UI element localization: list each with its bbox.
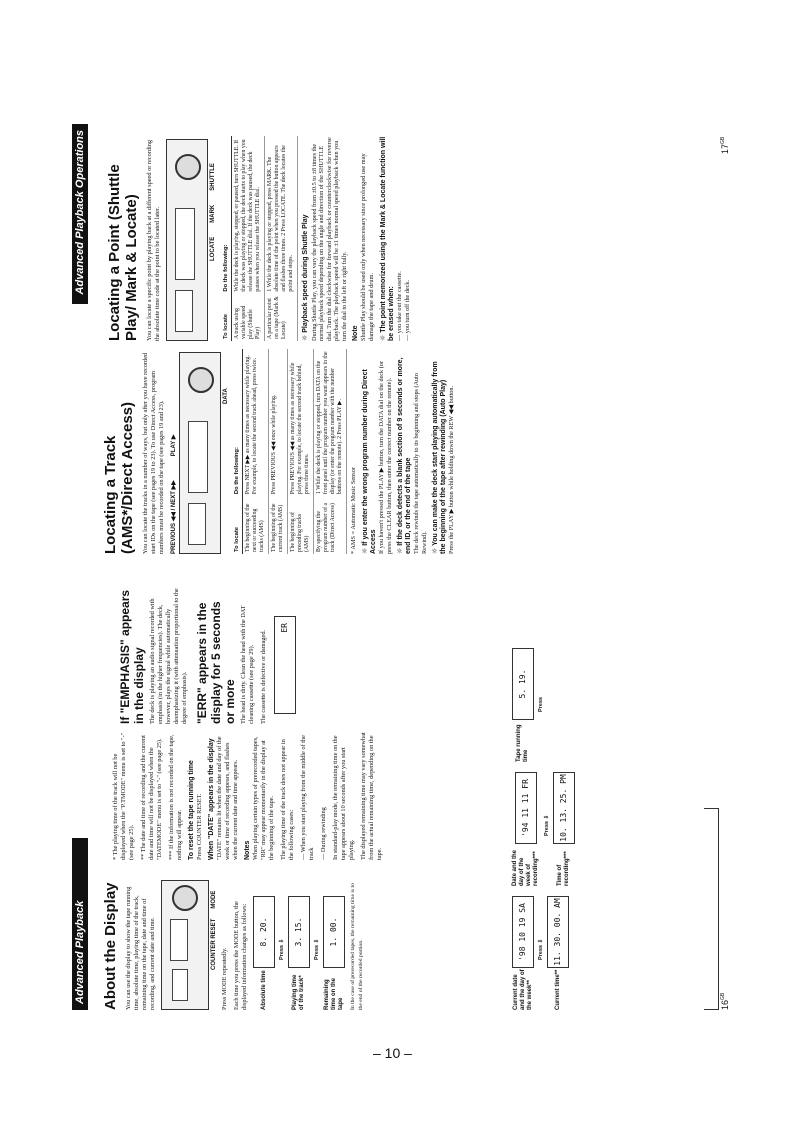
display-row xyxy=(512,896,534,1010)
play-label: PLAY ▶ xyxy=(171,434,177,457)
display-window xyxy=(188,421,208,493)
right-page xyxy=(72,124,730,554)
press-mode: Press MODE repeatedly. xyxy=(221,947,228,1010)
table-row: The beginning of preceding tracks (AMS) Press PREVIOUS ◀◀ as many times as necessary while playing. For example, to locate the second track behind, press three times. xyxy=(288,349,314,554)
tip-wrong-number: ☼ If you enter the wrong program number during Direct Access If you haven't pressed the PLAY ▶ button, turn the DATA dial on the deck (or press the CLEAR button, then enter the correct number on the remote). xyxy=(361,361,393,554)
left-page-number: $16^{GB}$ xyxy=(720,992,730,1010)
press-arrow: Press ⇩ xyxy=(538,938,544,960)
table-row: A track using variable speed play (Shuttle Play) While the deck is playing, stopped, or paused, turn SHUTTLE. If the deck was playing or stopped, the deck starts to play when you release the SHUTTLE dial. If the deck was paused, the deck pauses when you release the SHUTTLE dial. xyxy=(232,136,265,341)
emphasis-heading: If "EMPHASIS" appears in the display xyxy=(118,589,146,724)
deck-illustration xyxy=(161,880,209,1010)
ams-footnote: * AMS = Automatic Music Sensor xyxy=(350,467,357,554)
note-text: Shuttle Play should be used only when necessary since prolonged use may damage the tape and drum. xyxy=(360,153,375,341)
mark-label: MARK xyxy=(210,204,216,223)
data-dial xyxy=(188,367,214,393)
display-label: Current date and the day of the week** xyxy=(512,969,533,1010)
display-label: Time of recording*** xyxy=(557,851,570,886)
err-item: The head is dirty. Clean the head with the DAT cleaning cassette (see page 29). xyxy=(240,605,255,724)
display-label: Current time** xyxy=(554,969,561,1010)
left-page xyxy=(72,585,730,1010)
note-item: The displayed remaining time may vary somewhat from the actual remaining time, depending on the tape. xyxy=(360,732,383,860)
data-label: DATA xyxy=(223,388,229,404)
ams-table xyxy=(233,349,347,554)
tip-shuttle-speed: ☼ Playback speed during Shuttle Play During Shuttle Play, you can vary the playback speed from ±0.5 to ±8 times the normal playback speed depending on the angle and direction of the SHUTTLE dial. Turn the dial clockwise for forward playback or counterclockwise for reverse playback. The playback speed will be ±1 times normal speed playback when you turn the dial to the left or right fully. xyxy=(301,137,348,341)
date-heading: When "DATE" appears in the display xyxy=(208,738,215,860)
note-heading: Note xyxy=(352,325,359,341)
lcd-value: 11. 30. 00. AM xyxy=(547,896,569,968)
deck-illustration-ams xyxy=(179,352,221,554)
left-col-1 xyxy=(92,880,369,1010)
display-row xyxy=(512,772,540,886)
display-row xyxy=(323,880,345,1010)
cassette-slot xyxy=(175,290,193,332)
prev-next-label: PREVIOUS ◀◀ / NEXT ▶▶ xyxy=(171,480,177,554)
lcd-value: 8. 20. xyxy=(253,896,275,968)
shuttle-title: Locating a Point (Shuttle Play/ Mark & Locate) xyxy=(106,164,140,341)
note-item: When playing certain types of prerecorded tapes, "RR" may appear momentarily in the display at the beginning of the tape. xyxy=(252,736,275,860)
right-col-1 xyxy=(92,349,459,554)
err-item: The cassette is defective or damaged. xyxy=(260,629,267,724)
mode-label: MODE xyxy=(211,890,217,909)
ams-intro: You can locate the tracks in a number of ways, but only after you have recorded start IDs on the tape (see pages 19 to 23). To use Direct Access, program numbers must be recorded on the tape (see pages 19 and 23). xyxy=(142,352,165,554)
left-header: Advanced Playback Operations xyxy=(72,838,88,1010)
note-item: — When you start playing from the middle of the track xyxy=(300,735,315,860)
table-header: To locate xyxy=(233,496,243,554)
shuttle-table xyxy=(222,136,298,341)
deck-illustration-shuttle xyxy=(166,139,208,341)
lcd-value: 10. 13. 25. PM xyxy=(553,772,575,844)
display-sequence-2 xyxy=(512,590,579,1010)
display-window xyxy=(175,208,195,280)
footnote-1: * The playing time of the track will not be displayed when the "P.TMODE" menu is set to "-" (see page 25). xyxy=(112,732,135,860)
note-item: In standard-play mode, the remaining time on the tape appears about 10 seconds after you start playing. xyxy=(332,735,355,860)
table-header: Do the following: xyxy=(233,349,243,496)
table-header: Do the following: xyxy=(222,136,232,294)
right-col-2 xyxy=(92,136,414,341)
shuttle-label: SHUTTLE xyxy=(210,163,216,191)
lcd-value: 3. 15. xyxy=(288,896,310,968)
err-heading: "ERR" appears in the display for 5 seconds or more xyxy=(195,601,237,724)
press-arrow: Press ⇩ xyxy=(314,938,320,960)
locate-label: LOCATE xyxy=(210,236,216,261)
press-mode-desc: Each time you press the MODE button, the displayed information changes as follows: xyxy=(233,901,248,1010)
date-text: "DATE" remains lit when the date and day of the week or time of recording appears, and flashes when the current date and time appears. xyxy=(216,736,239,860)
cassette-slot xyxy=(172,969,188,1001)
tip-icon: ☼ xyxy=(396,547,404,554)
press-arrow: Press ⇩ xyxy=(544,814,550,836)
press-arrow: Press ⇩ xyxy=(279,938,285,960)
display-window xyxy=(170,919,188,961)
left-col-2 xyxy=(92,732,388,860)
cassette-slot xyxy=(188,503,206,545)
display-row xyxy=(547,896,569,1010)
press-arrow: Press xyxy=(538,697,544,712)
tip-auto-play: ☼ You can make the deck start playing automatically from the beginning of the tape after rewinding (Auto Play) Press the PLAY ▶ button while holding down the REW ◀◀ button. xyxy=(431,361,455,554)
lcd-value: '94 11 11 FR xyxy=(515,772,537,844)
counter-reset-label: COUNTER RESET xyxy=(211,918,217,970)
reset-text: Press COUNTER RESET. xyxy=(196,793,203,860)
display-row xyxy=(253,880,275,1010)
right-page-number: $17^{GB}$ xyxy=(720,136,730,154)
display-intro: You can use the display to show the tape running time, absolute time, playing time of the track, remaining time on the tape, date and time of recording, and current date and time. xyxy=(125,886,156,1010)
display-label: Playing time of the track* xyxy=(292,974,305,1010)
display-label: Remaining time on the tape xyxy=(323,977,344,1010)
table-row: The beginning of the next or succeeding tracks (AMS) Press NEXT ▶▶ as many times as necessary while playing. For example, to locate the second track ahead, press twice. xyxy=(243,349,269,554)
tip-icon: ☼ xyxy=(361,547,369,554)
tip-icon: ☼ xyxy=(431,547,439,554)
right-header: Advanced Playback Operations xyxy=(72,124,88,304)
display-row xyxy=(512,648,534,762)
emphasis-text: The deck is playing an audio signal recorded with emphasis (in the higher frequencies). The deck, however, plays the signal while automatically deemphasizing it (with attenuation proportional to the degree of emphasis). xyxy=(149,588,188,724)
notes-heading: Notes xyxy=(244,840,251,860)
display-label: Absolute time xyxy=(260,970,267,1010)
display-label: Tape running time xyxy=(516,724,529,762)
display-title: About the Display xyxy=(102,882,119,1010)
remaining-note: In the case of prerecorded tapes, the remaining time is to the end of the recorded portion. xyxy=(350,883,364,1010)
tip-memo-erased: ☼ The point memorized using the Mark & Locate function will be erased when: — you take out the cassette. — you turn off the deck. xyxy=(379,136,411,341)
display-row xyxy=(288,880,310,1010)
lcd-value: 1. 00. xyxy=(323,896,345,968)
table-row: By specifying the program number of a track (Direct Access) 1 While the deck is playing or stopped, turn DATA on the front panel until the program number you want appears in the display (or enter the program number with the number buttons on the remote). 2 Press PLAY ▶. xyxy=(314,349,347,554)
note-item: The playing time of the track does not appear in the following cases: xyxy=(280,739,295,860)
tip-blank-section: ☼ If the deck detects a blank section of 9 seconds or more, end ID, or the end of the tape The deck rewinds the tape automatically to its beginning and stops (Auto Rewind). xyxy=(396,357,428,554)
tip-icon: ☼ xyxy=(379,334,387,341)
shuttle-dial xyxy=(175,154,201,180)
table-header: To locate xyxy=(222,294,232,341)
jog-dial xyxy=(172,885,198,911)
display-label: Date and the day of the week of recording*** xyxy=(512,849,539,886)
tip-icon: ☼ xyxy=(301,334,309,341)
center-page-number: – 10 – xyxy=(373,1045,412,1061)
table-row: The beginning of the current track (AMS) Press PREVIOUS ◀◀ once while playing. xyxy=(269,349,288,554)
lcd-value: 5. 19. xyxy=(512,648,534,720)
lcd-value: '98 10 19 SA xyxy=(512,896,534,968)
footnote-3: *** If the information is not recorded on the tape, nothing will appear. xyxy=(168,734,183,860)
display-row xyxy=(553,772,575,886)
footnote-2: ** The date and time of recording and the current date and time will not be displayed when the "DATEMODE" menu is set to "-" (see page 25). xyxy=(140,735,163,860)
note-item: — During rewinding xyxy=(320,807,327,860)
left-col-3 xyxy=(92,586,296,724)
table-row: A particular point on a tape (Mark & Locate) 1 While the deck is playing or stopped, press MARK. The absolute time of the point when you pressed the button appears and flashes three times. 2 Press LOCATE. The deck locates the point and stops. xyxy=(265,136,298,341)
sequence-bracket xyxy=(704,808,719,1010)
shuttle-intro: You can locate a specific point by playing back at a different speed or recording the absolute time code at the point to be located later. xyxy=(146,139,161,341)
ams-title: Locating a Track (AMS*/Direct Access) xyxy=(102,402,136,554)
err-display: ER xyxy=(274,616,296,714)
reset-heading: To reset the tape running time xyxy=(188,760,195,860)
